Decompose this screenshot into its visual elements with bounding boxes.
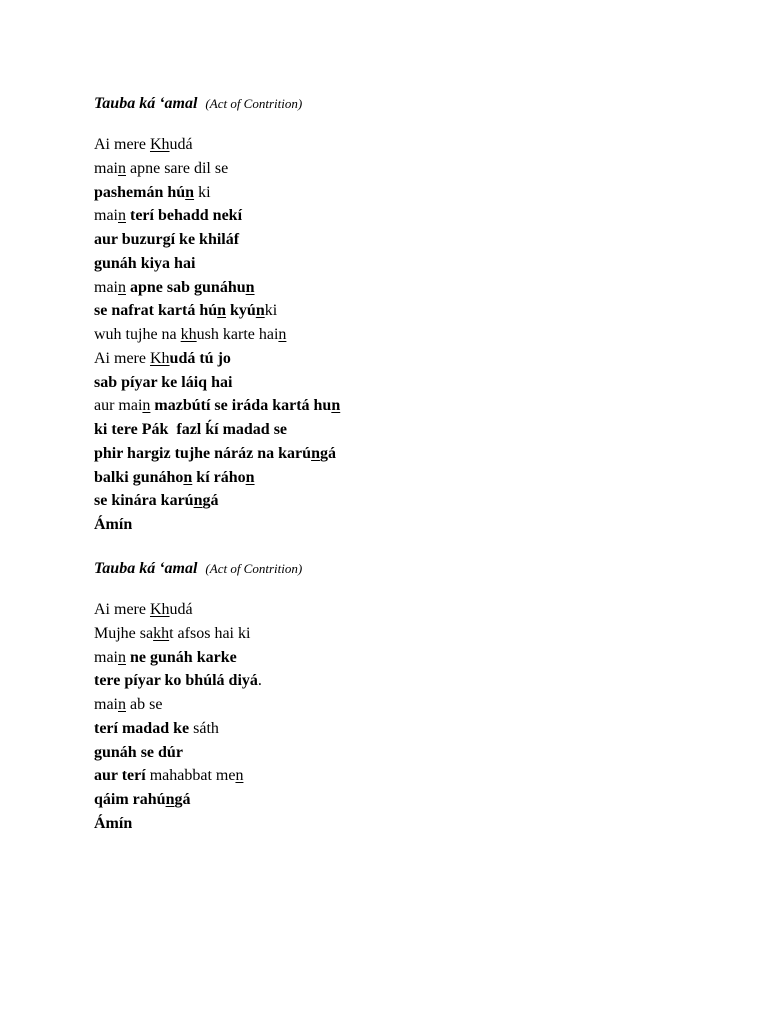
- verse-line: [94, 466, 694, 490]
- verse-text: gá: [319, 444, 336, 462]
- verse-line: [94, 788, 694, 812]
- verse-text: udá: [169, 136, 193, 153]
- prayer-verse: [94, 598, 694, 836]
- verse-line: [94, 371, 694, 395]
- verse-text: n: [278, 326, 287, 343]
- verse-text: n: [245, 468, 255, 486]
- verse-text: Ámín: [94, 814, 133, 832]
- verse-text: ush karte hai: [196, 326, 279, 343]
- verse-text: udá tú jo: [169, 349, 231, 367]
- verse-text: Ámín: [94, 516, 133, 533]
- verse-text: mazbútí se iráda kartá hu: [150, 397, 332, 415]
- verse-line: [94, 323, 694, 347]
- verse-text: n: [255, 302, 265, 320]
- verse-text: udá: [169, 601, 193, 618]
- verse-text: Ai mere: [94, 136, 150, 153]
- verse-line: [94, 741, 694, 765]
- verse-text: n: [331, 397, 341, 415]
- verse-text: qáim rahú: [94, 791, 166, 808]
- verse-line: [94, 252, 694, 276]
- verse-text: Ai mere: [94, 601, 150, 618]
- verse-text: pashemán hú: [94, 183, 186, 201]
- prayer-title: Tauba ká ‘amal: [94, 560, 198, 577]
- verse-text: Kh: [149, 601, 170, 618]
- verse-line: [94, 276, 694, 300]
- verse-text: sab píyar ke láiq hai: [94, 373, 233, 391]
- verse-text: n: [118, 207, 126, 225]
- verse-line: [94, 669, 694, 693]
- verse-text: n: [185, 183, 195, 201]
- verse-text: ki: [264, 302, 278, 320]
- verse-text: Mujhe sa: [94, 624, 154, 642]
- verse-line: [94, 394, 694, 418]
- verse-text: n: [142, 397, 151, 415]
- verse-text: n: [165, 791, 175, 808]
- verse-text: n: [183, 468, 193, 486]
- prayer-heading: [94, 93, 694, 115]
- verse-text: gunáh kiya hai: [94, 254, 196, 272]
- verse-text: apne sab gunáhu: [126, 278, 246, 296]
- verse-text: kh: [180, 326, 197, 343]
- verse-text: mahabbat me: [149, 767, 236, 785]
- verse-text: n: [118, 159, 126, 177]
- prayer-section-1: [94, 93, 694, 537]
- verse-text: se kinára karú: [94, 492, 194, 510]
- verse-line: [94, 646, 694, 670]
- verse-line: [94, 717, 694, 741]
- verse-text: Ai mere: [94, 349, 150, 367]
- verse-line: [94, 513, 694, 537]
- verse-text: wuh tujhe na: [94, 326, 181, 343]
- verse-text: aur terí: [94, 767, 150, 785]
- verse-text: kh: [153, 624, 170, 642]
- verse-text: Kh: [149, 349, 170, 367]
- verse-text: n: [118, 648, 126, 666]
- prayer-title: Tauba ká ‘amal: [94, 95, 198, 112]
- verse-text: n: [235, 767, 244, 785]
- verse-text: ki tere Pák fazl ḱí madad se: [94, 421, 288, 438]
- verse-text: tere píyar ko bhúlá diyá: [94, 672, 258, 690]
- verse-text: se nafrat kartá hú: [94, 302, 218, 320]
- verse-text: n: [245, 278, 255, 296]
- verse-line: [94, 622, 694, 646]
- verse-text: n: [217, 302, 227, 320]
- verse-text: ne gunáh karke: [126, 648, 237, 666]
- verse-text: n: [118, 278, 126, 296]
- verse-text: terí behadd nekí: [126, 207, 243, 225]
- verse-text: t afsos hai ki: [169, 624, 251, 642]
- verse-text: kyú: [226, 302, 256, 320]
- verse-line: [94, 693, 694, 717]
- prayer-verse: [94, 133, 694, 537]
- verse-text: sáth: [193, 719, 219, 737]
- verse-line: [94, 812, 694, 836]
- verse-text: balki gunáho: [94, 468, 184, 486]
- prayer-section-2: [94, 558, 694, 836]
- prayer-heading: [94, 558, 694, 580]
- verse-text: gá: [202, 492, 219, 510]
- verse-line: [94, 133, 694, 157]
- verse-text: mai: [94, 648, 118, 666]
- verse-line: [94, 598, 694, 622]
- verse-line: [94, 442, 694, 466]
- verse-text: terí madad ke: [94, 719, 194, 737]
- verse-text: mai: [94, 159, 118, 177]
- verse-text: n: [311, 444, 320, 462]
- verse-text: Kh: [149, 136, 170, 153]
- verse-text: ab se: [126, 696, 163, 713]
- verse-text: .: [257, 672, 262, 690]
- verse-text: mai: [94, 696, 118, 713]
- verse-line: [94, 204, 694, 228]
- verse-text: n: [193, 492, 203, 510]
- verse-text: kí ráho: [192, 468, 246, 486]
- verse-text: n: [118, 696, 126, 713]
- verse-line: [94, 489, 694, 513]
- verse-text: aur buzurgí ke khiláf: [94, 231, 240, 248]
- verse-text: apne sare dil se: [126, 159, 229, 177]
- verse-text: mai: [94, 207, 118, 225]
- verse-text: gunáh se dúr: [94, 743, 183, 761]
- verse-line: [94, 764, 694, 788]
- prayer-subtitle: (Act of Contrition): [205, 561, 303, 576]
- verse-text: ki: [194, 183, 211, 201]
- verse-text: aur mai: [94, 397, 143, 415]
- verse-text: mai: [94, 278, 118, 296]
- verse-line: [94, 228, 694, 252]
- verse-line: [94, 181, 694, 205]
- verse-line: [94, 347, 694, 371]
- verse-line: [94, 157, 694, 181]
- verse-line: [94, 299, 694, 323]
- prayer-subtitle: (Act of Contrition): [205, 96, 303, 111]
- verse-text: phir hargiz tujhe náráz na karú: [94, 444, 312, 462]
- verse-line: [94, 418, 694, 442]
- verse-text: gá: [174, 791, 191, 808]
